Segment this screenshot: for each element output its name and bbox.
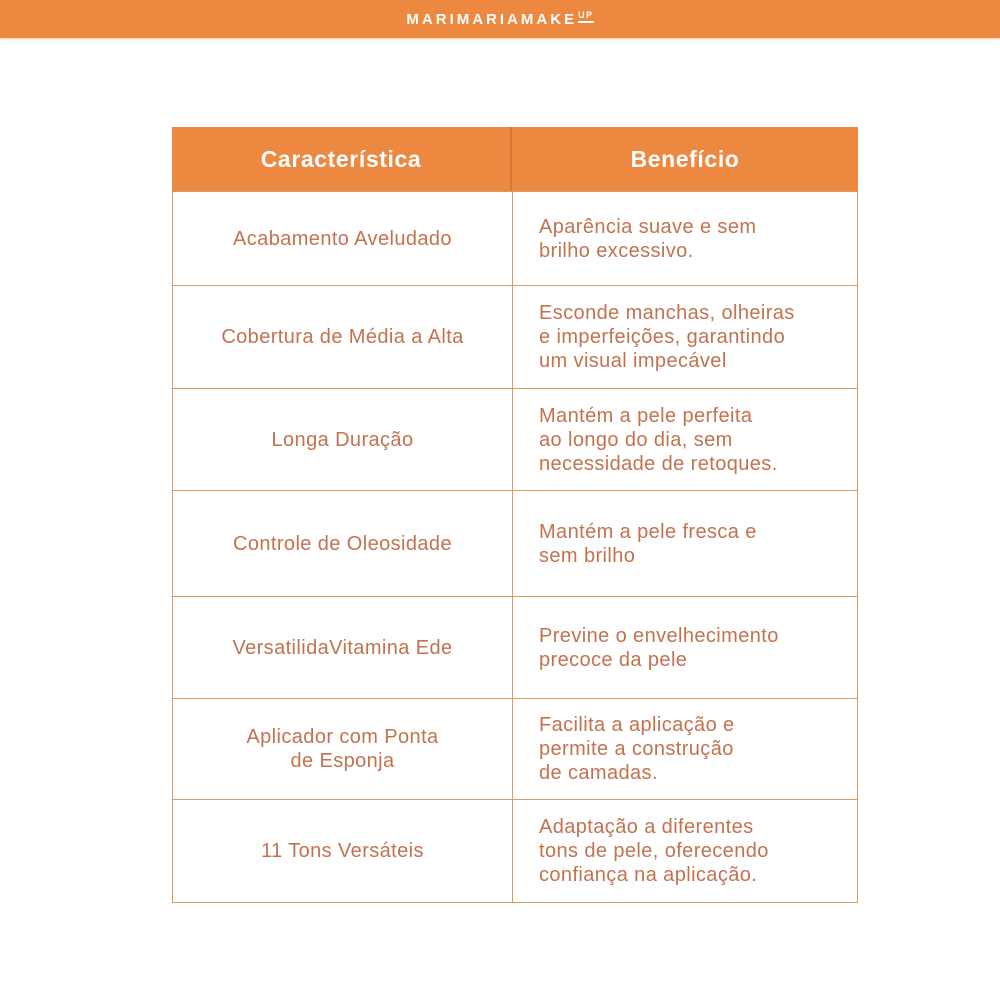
benefit-cell: Facilita a aplicação e permite a construção de camadas. <box>539 714 735 784</box>
feature-cell: Controle de Oleosidade <box>173 491 513 596</box>
table-row <box>173 698 857 799</box>
brand-logo-main: MARIMARIAMAKE <box>406 11 578 28</box>
table-body <box>172 191 858 903</box>
benefit-cell: Previne o envelhecimento precoce da pele <box>539 624 779 671</box>
benefit-cell: Esconde manchas, olheiras e imperfeições, garantindo um visual impecável <box>539 302 795 372</box>
header-cell-caracteristica: Característica <box>172 127 512 191</box>
brand-logo-up: UP <box>578 11 594 23</box>
top-brand-bar <box>0 0 1000 38</box>
table-row <box>173 596 857 698</box>
benefit-cell: Mantém a pele fresca e sem brilho <box>539 520 757 567</box>
feature-cell: VersatilidaVitamina Ede <box>173 597 513 698</box>
feature-benefit-table <box>172 127 858 903</box>
feature-cell: Aplicador com Ponta de Esponja <box>173 699 513 799</box>
benefit-cell: Mantém a pele perfeita ao longo do dia, sem necessidade de retoques. <box>539 404 778 475</box>
feature-cell: Cobertura de Média a Alta <box>173 286 513 388</box>
table-row <box>173 490 857 596</box>
feature-cell: Longa Duração <box>173 389 513 490</box>
brand-logo <box>406 11 593 27</box>
table-row <box>173 285 857 388</box>
table-row <box>173 799 857 902</box>
feature-cell: 11 Tons Versáteis <box>173 800 513 902</box>
header-cell-beneficio: Benefício <box>630 145 740 172</box>
table-row <box>173 388 857 490</box>
table-header-row <box>172 127 858 191</box>
table-row <box>173 191 857 285</box>
benefit-cell: Aparência suave e sem brilho excessivo. <box>539 215 757 262</box>
benefit-cell: Adaptação a diferentes tons de pele, oferecendo confiança na aplicação. <box>539 816 769 886</box>
feature-cell: Acabamento Aveludado <box>173 192 513 285</box>
